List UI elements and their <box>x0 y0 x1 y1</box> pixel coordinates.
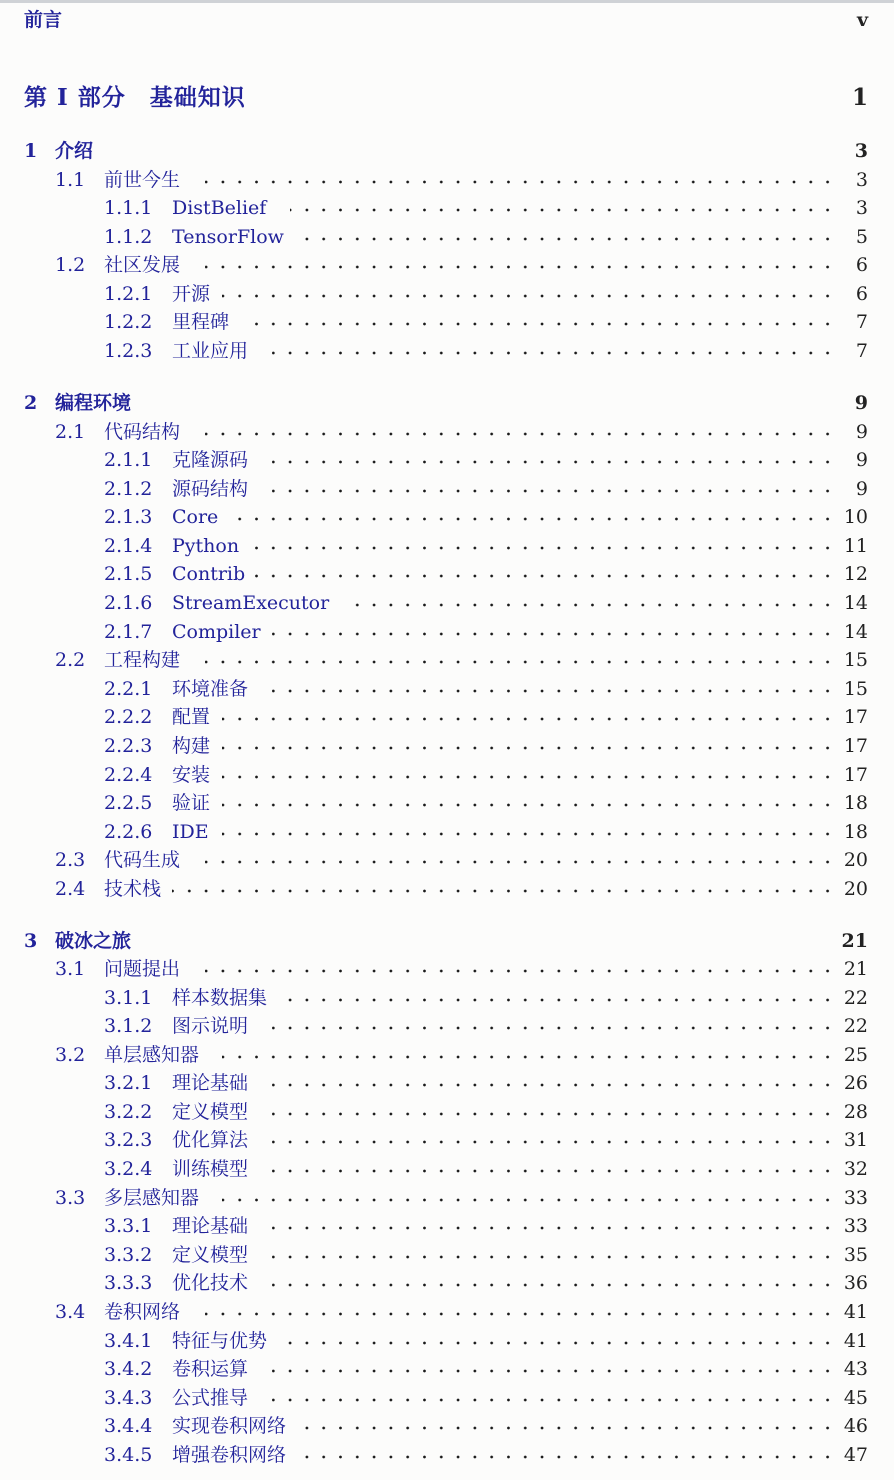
toc-entry-page: v <box>856 9 868 31</box>
toc-section-page: 3 <box>855 169 868 191</box>
toc-section-3-4[interactable] <box>0 1298 894 1326</box>
toc-subsection-2-1-2[interactable] <box>0 475 894 503</box>
toc-subsection-title: 配置 <box>172 706 211 728</box>
toc-section-number: 2.4 <box>55 878 86 900</box>
toc-subsection-page: 3 <box>855 197 868 219</box>
toc-subsection-number: 1.2.3 <box>104 340 153 362</box>
toc-subsection-number: 2.1.1 <box>104 449 153 471</box>
toc-subsection-page: 17 <box>843 735 868 757</box>
dot-leader <box>355 603 836 607</box>
toc-subsection-title: Core <box>172 506 219 528</box>
toc-subsection-2-2-5[interactable] <box>0 789 894 817</box>
toc-subsection-number: 3.4.3 <box>104 1387 153 1409</box>
toc-section-page: 25 <box>843 1044 868 1066</box>
toc-subsection-1-2-2[interactable] <box>0 308 894 336</box>
toc-chapter-1[interactable] <box>0 137 894 165</box>
toc-section-number: 3.2 <box>55 1044 86 1066</box>
toc-section-title: 代码生成 <box>104 849 181 871</box>
toc-subsection-2-1-1[interactable] <box>0 446 894 474</box>
dot-leader <box>205 432 836 436</box>
toc-subsection-number: 1.1.2 <box>104 226 153 248</box>
toc-subsection-number: 2.1.2 <box>104 478 153 500</box>
dot-leader <box>305 237 836 241</box>
dot-leader <box>272 1226 836 1230</box>
dot-leader <box>205 180 836 184</box>
toc-section-2-1[interactable] <box>0 418 894 446</box>
toc-subsection-number: 3.2.1 <box>104 1072 153 1094</box>
toc-subsection-number: 2.1.6 <box>104 592 153 614</box>
toc-subsection-title: 工业应用 <box>172 340 249 362</box>
toc-subsection-title: 定义模型 <box>172 1101 249 1123</box>
dot-leader <box>290 208 836 212</box>
dot-leader <box>288 998 836 1002</box>
toc-subsection-number: 1.2.2 <box>104 311 153 333</box>
toc-subsection-page: 33 <box>843 1215 868 1237</box>
toc-section-title: 社区发展 <box>104 254 181 276</box>
dot-leader <box>305 1426 836 1430</box>
toc-section-2-4[interactable] <box>0 875 894 903</box>
toc-subsection-page: 17 <box>843 706 868 728</box>
toc-entry-preface[interactable] <box>0 6 894 34</box>
toc-subsection-number: 2.2.5 <box>104 792 153 814</box>
dot-leader <box>222 746 836 750</box>
dot-leader <box>222 775 836 779</box>
toc-subsection-2-2-6[interactable] <box>0 818 894 846</box>
toc-subsection-number: 3.3.3 <box>104 1272 153 1294</box>
toc-chapter-title: 介绍 <box>55 140 94 162</box>
toc-section-number: 2.3 <box>55 849 86 871</box>
toc-section-page: 6 <box>855 254 868 276</box>
dot-leader <box>272 489 836 493</box>
toc-subsection-3-1-2[interactable] <box>0 1012 894 1040</box>
toc-subsection-2-2-3[interactable] <box>0 732 894 760</box>
toc-subsection-page: 46 <box>843 1415 868 1437</box>
dot-leader <box>205 1312 836 1316</box>
toc-subsection-title: 公式推导 <box>172 1387 249 1409</box>
toc-subsection-page: 17 <box>843 764 868 786</box>
toc-chapter-title: 编程环境 <box>55 392 132 414</box>
dot-leader <box>272 1169 836 1173</box>
toc-subsection-title: Compiler <box>172 621 261 643</box>
toc-section-1-2[interactable] <box>0 251 894 279</box>
toc-subsection-2-1-7[interactable] <box>0 618 894 646</box>
toc-subsection-page: 18 <box>843 821 868 843</box>
toc-subsection-page: 7 <box>855 311 868 333</box>
dot-leader <box>272 1283 836 1287</box>
toc-chapter-number: 2 <box>24 392 38 414</box>
toc-subsection-number: 3.2.2 <box>104 1101 153 1123</box>
toc-subsection-page: 31 <box>843 1129 868 1151</box>
toc-subsection-3-4-5[interactable] <box>0 1441 894 1469</box>
toc-subsection-title: 开源 <box>172 283 211 305</box>
toc-section-page: 33 <box>843 1187 868 1209</box>
toc-section-page: 41 <box>843 1301 868 1323</box>
toc-chapter-title: 破冰之旅 <box>55 930 132 952</box>
toc-subsection-title: 增强卷积网络 <box>172 1444 287 1466</box>
toc-subsection-number: 1.1.1 <box>104 197 153 219</box>
toc-subsection-number: 3.4.5 <box>104 1444 153 1466</box>
toc-subsection-3-1-1[interactable] <box>0 984 894 1012</box>
toc-subsection-page: 45 <box>843 1387 868 1409</box>
toc-subsection-2-1-4[interactable] <box>0 532 894 560</box>
toc-chapter-number: 1 <box>24 140 38 162</box>
toc-subsection-page: 18 <box>843 792 868 814</box>
toc-subsection-title: 安装 <box>172 764 211 786</box>
dot-leader <box>272 1398 836 1402</box>
toc-subsection-number: 2.1.7 <box>104 621 153 643</box>
toc-subsection-page: 5 <box>855 226 868 248</box>
toc-subsection-3-2-1[interactable] <box>0 1069 894 1097</box>
toc-subsection-title: 验证 <box>172 792 211 814</box>
toc-section-number: 2.1 <box>55 421 86 443</box>
toc-subsection-title: 克隆源码 <box>172 449 249 471</box>
toc-subsection-number: 2.1.5 <box>104 563 153 585</box>
toc-subsection-page: 9 <box>855 478 868 500</box>
dot-leader <box>205 265 836 269</box>
dot-leader <box>272 1255 836 1259</box>
dot-leader <box>305 1455 836 1459</box>
toc-subsection-title: Python <box>172 535 240 557</box>
dot-leader <box>222 803 836 807</box>
toc-subsection-title: 优化算法 <box>172 1129 249 1151</box>
toc-subsection-number: 1.2.1 <box>104 283 153 305</box>
toc-chapter-number: 3 <box>24 930 38 952</box>
toc-part-title: 第 I 部分 基础知识 <box>24 84 246 111</box>
toc-subsection-2-2-1[interactable] <box>0 675 894 703</box>
toc-subsection-page: 14 <box>843 621 868 643</box>
toc-subsection-title: 样本数据集 <box>172 987 268 1009</box>
toc-section-number: 3.1 <box>55 958 86 980</box>
toc-subsection-page: 11 <box>843 535 868 557</box>
dot-leader <box>272 1026 836 1030</box>
toc-subsection-page: 47 <box>843 1444 868 1466</box>
toc-subsection-number: 2.1.3 <box>104 506 153 528</box>
toc-subsection-number: 2.2.6 <box>104 821 153 843</box>
toc-section-3-3[interactable] <box>0 1184 894 1212</box>
toc-subsection-number: 3.2.3 <box>104 1129 153 1151</box>
toc-section-2-2[interactable] <box>0 646 894 674</box>
toc-subsection-title: 源码结构 <box>172 478 249 500</box>
dot-leader <box>222 294 836 298</box>
toc-subsection-number: 2.2.3 <box>104 735 153 757</box>
toc-subsection-3-4-2[interactable] <box>0 1355 894 1383</box>
dot-leader <box>272 1083 836 1087</box>
toc-subsection-title: 里程碑 <box>172 311 230 333</box>
toc-subsection-title: 实现卷积网络 <box>172 1415 287 1437</box>
toc-subsection-page: 9 <box>855 449 868 471</box>
toc-subsection-page: 36 <box>843 1272 868 1294</box>
dot-leader <box>272 460 836 464</box>
toc-subsection-title: 构建 <box>172 735 211 757</box>
dot-leader <box>172 889 836 893</box>
toc-subsection-2-1-5[interactable] <box>0 560 894 588</box>
toc-subsection-title: 图示说明 <box>172 1015 249 1037</box>
toc-section-number: 3.3 <box>55 1187 86 1209</box>
toc-subsection-3-2-3[interactable] <box>0 1126 894 1154</box>
toc-subsection-title: 卷积运算 <box>172 1358 249 1380</box>
toc-subsection-number: 3.1.2 <box>104 1015 153 1037</box>
toc-part-page: 1 <box>851 84 868 111</box>
toc-subsection-3-4-3[interactable] <box>0 1384 894 1412</box>
toc-subsection-page: 41 <box>843 1330 868 1352</box>
toc-subsection-page: 22 <box>843 1015 868 1037</box>
toc-subsection-3-4-4[interactable] <box>0 1412 894 1440</box>
dot-leader <box>272 632 836 636</box>
toc-subsection-1-2-1[interactable] <box>0 280 894 308</box>
toc-subsection-title: DistBelief <box>172 197 267 219</box>
dot-leader <box>272 1112 836 1116</box>
toc-subsection-2-1-3[interactable] <box>0 503 894 531</box>
dot-leader <box>205 860 836 864</box>
toc-section-number: 2.2 <box>55 649 86 671</box>
toc-section-page: 20 <box>843 878 868 900</box>
dot-leader <box>205 660 836 664</box>
toc-section-title: 前世今生 <box>104 169 181 191</box>
dot-leader <box>222 717 836 721</box>
toc-subsection-3-3-2[interactable] <box>0 1241 894 1269</box>
toc-subsection-number: 2.2.2 <box>104 706 153 728</box>
toc-subsection-3-2-2[interactable] <box>0 1098 894 1126</box>
toc-subsection-title: 优化技术 <box>172 1272 249 1294</box>
toc-subsection-number: 2.2.1 <box>104 678 153 700</box>
toc-subsection-page: 26 <box>843 1072 868 1094</box>
toc-subsection-title: 理论基础 <box>172 1215 249 1237</box>
toc-subsection-page: 6 <box>855 283 868 305</box>
toc-section-3-1[interactable] <box>0 955 894 983</box>
toc-subsection-number: 3.4.4 <box>104 1415 153 1437</box>
dot-leader <box>238 517 836 521</box>
toc-subsection-page: 14 <box>843 592 868 614</box>
dot-leader <box>272 1140 836 1144</box>
toc-section-title: 卷积网络 <box>104 1301 181 1323</box>
toc-section-number: 1.1 <box>55 169 86 191</box>
page-top-border <box>0 0 894 3</box>
toc-entry-title: 前言 <box>24 9 63 31</box>
toc-section-title: 技术栈 <box>104 878 162 900</box>
dot-leader <box>255 546 836 550</box>
toc-section-page: 15 <box>843 649 868 671</box>
toc-section-title: 单层感知器 <box>104 1044 200 1066</box>
toc-chapter-3[interactable] <box>0 927 894 955</box>
toc-section-title: 问题提出 <box>104 958 181 980</box>
dot-leader <box>222 1055 836 1059</box>
dot-leader <box>272 1369 836 1373</box>
toc-subsection-page: 7 <box>855 340 868 362</box>
toc-subsection-page: 35 <box>843 1244 868 1266</box>
toc-subsection-page: 10 <box>843 506 868 528</box>
toc-section-title: 多层感知器 <box>104 1187 200 1209</box>
toc-subsection-number: 3.3.2 <box>104 1244 153 1266</box>
dot-leader <box>255 322 836 326</box>
toc-subsection-number: 2.1.4 <box>104 535 153 557</box>
toc-chapter-2[interactable] <box>0 389 894 417</box>
toc-subsection-2-1-6[interactable] <box>0 589 894 617</box>
toc-section-title: 工程构建 <box>104 649 181 671</box>
toc-section-1-1[interactable] <box>0 166 894 194</box>
toc-subsection-title: 特征与优势 <box>172 1330 268 1352</box>
toc-subsection-title: 理论基础 <box>172 1072 249 1094</box>
toc-section-3-2[interactable] <box>0 1041 894 1069</box>
toc-section-number: 1.2 <box>55 254 86 276</box>
toc-section-number: 3.4 <box>55 1301 86 1323</box>
toc-subsection-page: 12 <box>843 563 868 585</box>
toc-chapter-page: 3 <box>854 140 868 162</box>
toc-subsection-2-2-4[interactable] <box>0 761 894 789</box>
toc-subsection-3-3-3[interactable] <box>0 1269 894 1297</box>
toc-subsection-number: 3.4.1 <box>104 1330 153 1352</box>
toc-subsection-page: 43 <box>843 1358 868 1380</box>
toc-subsection-3-3-1[interactable] <box>0 1212 894 1240</box>
toc-subsection-page: 28 <box>843 1101 868 1123</box>
toc-subsection-page: 15 <box>843 678 868 700</box>
toc-section-2-3[interactable] <box>0 846 894 874</box>
toc-chapter-page: 9 <box>854 392 868 414</box>
toc-subsection-number: 3.1.1 <box>104 987 153 1009</box>
toc-subsection-3-2-4[interactable] <box>0 1155 894 1183</box>
toc-subsection-title: IDE <box>172 821 209 843</box>
toc-subsection-number: 2.2.4 <box>104 764 153 786</box>
dot-leader <box>222 832 836 836</box>
dot-leader <box>288 1341 836 1345</box>
toc-subsection-2-2-2[interactable] <box>0 703 894 731</box>
toc-subsection-number: 3.4.2 <box>104 1358 153 1380</box>
toc-subsection-title: 环境准备 <box>172 678 249 700</box>
toc-subsection-1-1-1[interactable] <box>0 194 894 222</box>
dot-leader <box>222 1198 836 1202</box>
toc-subsection-title: 定义模型 <box>172 1244 249 1266</box>
dot-leader <box>272 689 836 693</box>
toc-section-page: 21 <box>843 958 868 980</box>
toc-section-page: 9 <box>855 421 868 443</box>
toc-section-page: 20 <box>843 849 868 871</box>
toc-subsection-title: 训练模型 <box>172 1158 249 1180</box>
dot-leader <box>272 351 836 355</box>
toc-subsection-page: 32 <box>843 1158 868 1180</box>
dot-leader <box>255 574 836 578</box>
toc-subsection-1-1-2[interactable] <box>0 223 894 251</box>
toc-subsection-title: TensorFlow <box>172 226 284 248</box>
toc-subsection-title: Contrib <box>172 563 246 585</box>
toc-section-title: 代码结构 <box>104 421 181 443</box>
toc-subsection-1-2-3[interactable] <box>0 337 894 365</box>
toc-subsection-title: StreamExecutor <box>172 592 330 614</box>
toc-subsection-number: 3.2.4 <box>104 1158 153 1180</box>
toc-subsection-page: 22 <box>843 987 868 1009</box>
toc-subsection-number: 3.3.1 <box>104 1215 153 1237</box>
dot-leader <box>205 969 836 973</box>
toc-part-1[interactable] <box>0 82 894 114</box>
toc-chapter-page: 21 <box>841 930 868 952</box>
toc-subsection-3-4-1[interactable] <box>0 1327 894 1355</box>
